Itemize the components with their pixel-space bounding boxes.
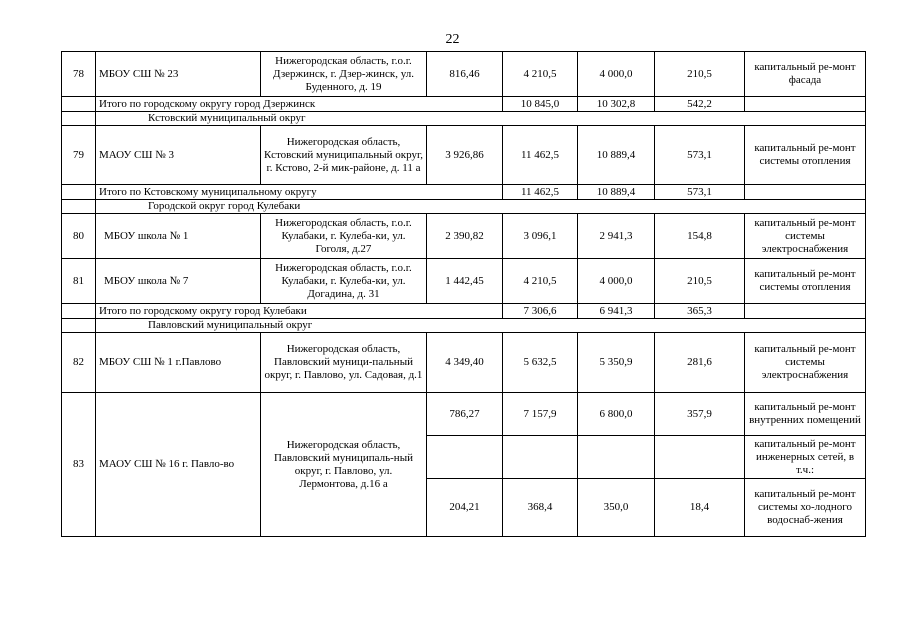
area: 4 349,40 — [427, 333, 503, 393]
table-row-79 — [62, 126, 866, 185]
subtotal-regional: 10 889,4 — [578, 185, 655, 200]
subtotal-regional: 6 941,3 — [578, 304, 655, 319]
regional-budget: 10 889,4 — [578, 126, 655, 185]
subtotal-local: 542,2 — [655, 97, 745, 112]
address: Нижегородская область, Кстовский муниципальный округ, г. Кстово, 2-й мик-районе, д. 11 а — [261, 126, 427, 185]
area: 1 442,45 — [427, 259, 503, 304]
subtotal-label: Итого по городскому округу город Дзержинск — [96, 97, 503, 112]
local-budget: 357,9 — [655, 393, 745, 436]
area: 3 926,86 — [427, 126, 503, 185]
school-name: МАОУ СШ № 16 г. Павло-во — [96, 393, 261, 537]
objects-table — [61, 51, 866, 537]
regional-budget: 2 941,3 — [578, 214, 655, 259]
section-header-label: Городской округ город Кулебаки — [96, 200, 866, 214]
work-type: капитальный ре-монт системы электроснабжения — [745, 214, 866, 259]
row-number: 80 — [62, 214, 96, 259]
table-row-81 — [62, 259, 866, 304]
table-row-83 — [62, 393, 866, 436]
local-budget: 210,5 — [655, 259, 745, 304]
section-header-kstovo — [62, 112, 866, 126]
total-cost: 11 462,5 — [503, 126, 578, 185]
address: Нижегородская область, Павловский муници-пальный округ, г. Павлово, ул. Садовая, д.1 — [261, 333, 427, 393]
work-type: капитальный ре-монт внутренних помещений — [745, 393, 866, 436]
local-budget: 281,6 — [655, 333, 745, 393]
total-cost: 7 157,9 — [503, 393, 578, 436]
section-header-label: Кстовский муниципальный округ — [96, 112, 866, 126]
row-number: 81 — [62, 259, 96, 304]
table-row-80 — [62, 214, 866, 259]
school-name: МБОУ школа № 7 — [96, 259, 261, 304]
total-cost: 368,4 — [503, 479, 578, 537]
subtotal-row-dzerzhinsk — [62, 97, 866, 112]
address: Нижегородская область, г.о.г. Кулабаки, г. Кулеба-ки, ул. Гоголя, д.27 — [261, 214, 427, 259]
subtotal-total: 10 845,0 — [503, 97, 578, 112]
total-cost: 4 210,5 — [503, 259, 578, 304]
subtotal-regional: 10 302,8 — [578, 97, 655, 112]
address: Нижегородская область, г.о.г. Дзержинск, г. Дзер-жинск, ул. Буденного, д. 19 — [261, 52, 427, 97]
row-number: 79 — [62, 126, 96, 185]
section-header-pavlovo — [62, 319, 866, 333]
address: Нижегородская область, г.о.г. Кулабаки, г. Кулеба-ки, ул. Догадина, д. 31 — [261, 259, 427, 304]
total-cost: 3 096,1 — [503, 214, 578, 259]
subtotal-row-kulebaki — [62, 304, 866, 319]
subtotal-label: Итого по городскому округу город Кулебаки — [96, 304, 503, 319]
subtotal-local: 365,3 — [655, 304, 745, 319]
row-number: 83 — [62, 393, 96, 537]
regional-budget: 4 000,0 — [578, 52, 655, 97]
area: 204,21 — [427, 479, 503, 537]
regional-budget: 6 800,0 — [578, 393, 655, 436]
work-type: капитальный ре-монт системы отопления — [745, 126, 866, 185]
total-cost: 5 632,5 — [503, 333, 578, 393]
area: 786,27 — [427, 393, 503, 436]
address: Нижегородская область, Павловский муниципаль-ный округ, г. Павлово, ул. Лермонтова, д.16 а — [261, 393, 427, 537]
section-header-kulebaki — [62, 200, 866, 214]
school-name: МБОУ СШ № 23 — [96, 52, 261, 97]
subtotal-row-kstovo — [62, 185, 866, 200]
section-header-label: Павловский муниципальный округ — [96, 319, 866, 333]
school-name: МАОУ СШ № 3 — [96, 126, 261, 185]
table-row-78 — [62, 52, 866, 97]
subtotal-total: 7 306,6 — [503, 304, 578, 319]
page-number: 22 — [445, 32, 460, 47]
subtotal-label: Итого по Кстовскому муниципальному округу — [96, 185, 503, 200]
regional-budget: 350,0 — [578, 479, 655, 537]
local-budget: 573,1 — [655, 126, 745, 185]
local-budget: 154,8 — [655, 214, 745, 259]
work-type: капитальный ре-монт системы отопления — [745, 259, 866, 304]
work-type: капитальный ре-монт инженерных сетей, в т.ч.: — [745, 436, 866, 479]
row-number: 82 — [62, 333, 96, 393]
subtotal-local: 573,1 — [655, 185, 745, 200]
local-budget: 18,4 — [655, 479, 745, 537]
local-budget: 210,5 — [655, 52, 745, 97]
work-type: капитальный ре-монт системы хо-лодного водоснаб-жения — [745, 479, 866, 537]
work-type: капитальный ре-монт системы электроснабжения — [745, 333, 866, 393]
regional-budget: 5 350,9 — [578, 333, 655, 393]
subtotal-total: 11 462,5 — [503, 185, 578, 200]
row-number: 78 — [62, 52, 96, 97]
work-type: капитальный ре-монт фасада — [745, 52, 866, 97]
regional-budget: 4 000,0 — [578, 259, 655, 304]
area: 816,46 — [427, 52, 503, 97]
school-name: МБОУ школа № 1 — [96, 214, 261, 259]
table-row-82 — [62, 333, 866, 393]
school-name: МБОУ СШ № 1 г.Павлово — [96, 333, 261, 393]
area: 2 390,82 — [427, 214, 503, 259]
total-cost: 4 210,5 — [503, 52, 578, 97]
